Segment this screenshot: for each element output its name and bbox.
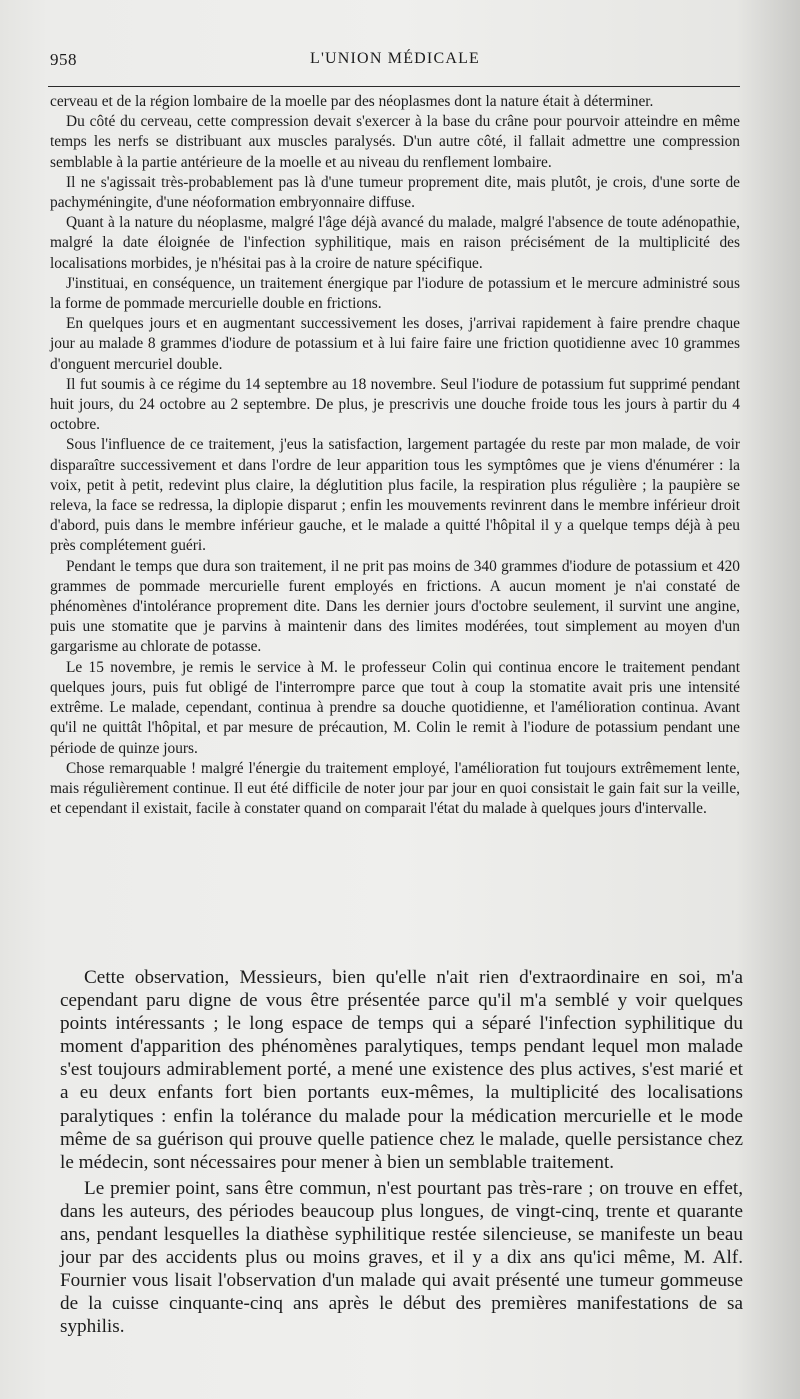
- header-rule: [48, 86, 740, 87]
- paragraph: Il fut soumis à ce régime du 14 septembre au 18 novembre. Seul l'iodure de potassium fut supprimé pendant huit jours, du 24 octobre au 2 septembre. De plus, je prescrivis une douche froide tous les jours à partir du 4 octobre.: [50, 375, 740, 434]
- paragraph: Pendant le temps que dura son traitement, il ne prit pas moins de 340 grammes d'iodure de potassium et 420 grammes de pommade mercurielle furent employés en frictions. A aucun moment je n'ai constaté de phénomènes d'intolérance proprement dite. Dans les dernier jours d'octobre seulement, il survint une angine, puis une stomatite que je parvins à maintenir dans des limites modérées, tout simplement au moyen d'un gargarisme au chlorate de potasse.: [50, 557, 740, 656]
- paragraph: Le premier point, sans être commun, n'est pourtant pas très-rare ; on trouve en effet, dans les auteurs, des périodes beaucoup plus longues, de vingt-cinq, trente et quarante ans, pendant lesquelles la diathèse syphilitique restée silencieuse, se manifeste un beau jour par des accidents plus ou moins graves, et il y a dix ans qu'ici même, M. Alf. Fournier vous lisait l'observation d'un malade qui avait présenté une tumeur gommeuse de la cuisse cinquante-cinq ans après le début des premières manifestations de sa syphilis.: [60, 1177, 743, 1338]
- paragraph: Le 15 novembre, je remis le service à M. le professeur Colin qui continua encore le traitement pendant quelques jours, puis fut obligé de l'interrompre parce que tout à coup la stomatite avait pris une intensité extrême. Le malade, cependant, continua à prendre sa douche quotidienne, et l'amélioration continua. Avant qu'il ne quittât l'hôpital, et par mesure de précaution, M. Colin le remit à l'iodure de potassium pendant une période de quinze jours.: [50, 658, 740, 757]
- paragraph: Cette observation, Messieurs, bien qu'elle n'ait rien d'extraordinaire en soi, m'a cependant paru digne de vous être présentée parce qu'il m'a semblé y voir quelques points intéressants ; le long espace de temps qui a séparé l'infection syphilitique du moment d'apparition des phénomènes paralytiques, temps pendant lequel mon malade s'est toujours admirablement porté, a mené une existence des plus actives, s'est marié et a eu deux enfants fort bien portants eux-mêmes, la multiplicité des localisations paralytiques : enfin la tolérance du malade pour la médication mercurielle et le mode même de sa guérison qui prouve quelle patience chez le malade, quelle persistance chez le médecin, sont nécessaires pour mener à bien un semblable traitement.: [60, 967, 743, 1173]
- page-number: 958: [50, 50, 77, 69]
- commentary-text: [60, 966, 743, 1339]
- running-title: L'UNION MÉDICALE: [309, 50, 481, 67]
- paragraph: Quant à la nature du néoplasme, malgré l'âge déjà avancé du malade, malgré l'absence de toute adénopathie, malgré la date éloignée de l'infection syphilitique, mais en raison précisément de la multiplicité des localisations morbides, je n'hésitai pas à la croire de nature spécifique.: [50, 214, 740, 272]
- paragraph: Il ne s'agissait très-probablement pas là d'une tumeur proprement dite, mais plutôt, je crois, d'une sorte de pachyméningite, d'une néoformation embryonnaire diffuse.: [50, 173, 740, 212]
- page-header: [50, 46, 740, 76]
- paragraph: J'instituai, en conséquence, un traitement énergique par l'iodure de potassium et le mercure administré sous la forme de pommade mercurielle double en frictions.: [50, 274, 740, 313]
- observation-text: [50, 92, 740, 819]
- paragraph: En quelques jours et en augmentant successivement les doses, j'arrivai rapidement à faire prendre chaque jour au malade 8 grammes d'iodure de potassium et à lui faire faire une friction quotidienne avec 10 grammes d'onguent mercuriel double.: [50, 315, 740, 373]
- paragraph: Chose remarquable ! malgré l'énergie du traitement employé, l'amélioration fut toujours extrêmement lente, mais régulièrement continue. Il eut été difficile de noter jour par jour en quoi consistait le gain fait sur la veille, et cependant il existait, facile à constater quand on comparait l'état du malade à quelques jours d'intervalle.: [50, 759, 740, 818]
- paragraph: cerveau et de la région lombaire de la moelle par des néoplasmes dont la nature était à déterminer.: [50, 93, 654, 110]
- paragraph: Sous l'influence de ce traitement, j'eus la satisfaction, largement partagée du reste par mon malade, de voir disparaître successivement et dans l'ordre de leur apparition tous les symptômes que je viens d'énumérer : la voix, petit à petit, redevint plus claire, la déglutition plus facile, la respiration plus régulière ; la paupière se releva, la face se redressa, la diplopie disparut ; enfin les mouvements revinrent dans le membre inférieur droit d'abord, puis dans le membre inférieur gauche, et le malade a quitté l'hôpital il y a quelque temps déjà à peu près complétement guéri.: [50, 436, 740, 555]
- paragraph: Du côté du cerveau, cette compression devait s'exercer à la base du crâne pour pourvoir atteindre en même temps les nerfs se distribuant aux muscles paralysés. D'un autre côté, il fallait admettre une compression semblable à la partie antérieure de la moelle et au niveau du renflement lombaire.: [50, 113, 740, 171]
